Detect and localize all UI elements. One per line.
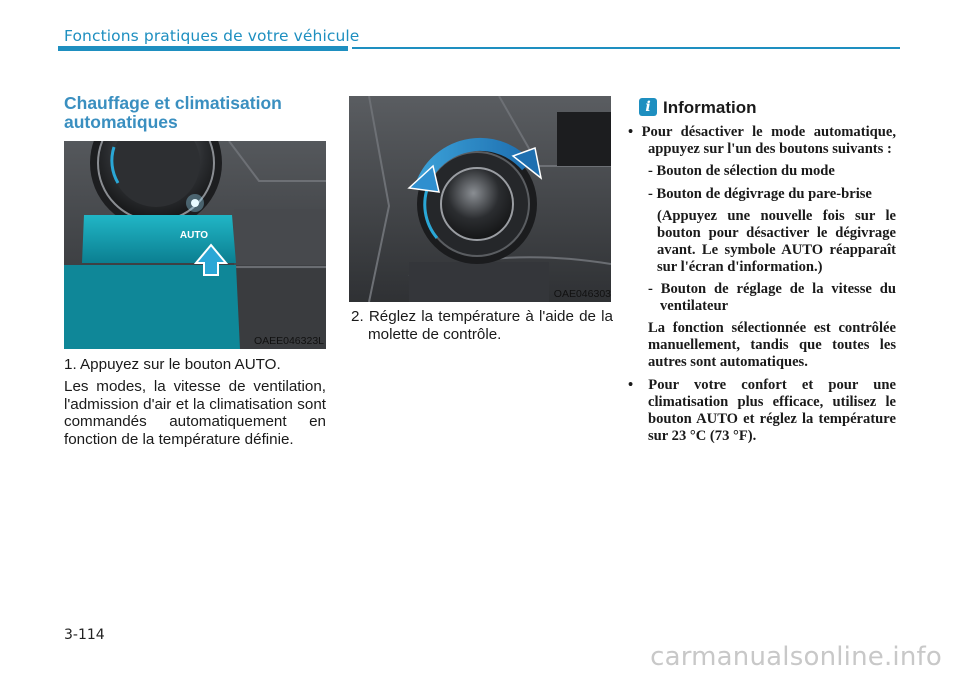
info-sub-fan: - Bouton de réglage de la vitesse du ventilateur	[648, 280, 896, 314]
info-icon: i	[639, 98, 657, 116]
info-sub-defrost-note: (Appuyez une nouvelle fois sur le bouton pour désactiver le dégivrage avant. Le symbole AUTO réapparaît sur l'écran d'information.)	[657, 207, 896, 276]
info-bullet-2: • Pour votre confort et pour une climatisation plus efficace, utilisez le bouton AUTO et réglez la température sur 23 °C (73 °F).	[628, 376, 896, 445]
info-note: La fonction sélectionnée est contrôlée manuellement, tandis que toutes les autres sont automatiques.	[648, 320, 896, 371]
header-bar-thin	[352, 47, 900, 49]
info-sub-mode: - Bouton de sélection du mode	[648, 163, 835, 180]
page-number: 3-114	[64, 627, 105, 643]
figure-temperature-dial	[349, 96, 611, 302]
auto-button-illustration	[64, 141, 326, 349]
figure-auto-button	[64, 141, 326, 349]
step-2-text: 2. Réglez la température à l'aide de la molette de contrôle.	[351, 308, 613, 343]
info-title: Information	[663, 98, 757, 117]
auto-label: AUTO	[179, 230, 209, 241]
header-bar-thick	[58, 46, 348, 51]
info-sub-defrost: - Bouton de dégivrage du pare-brise	[648, 185, 872, 202]
figure2-code: OAE046303	[553, 288, 611, 300]
step-1: 1. Appuyez sur le bouton AUTO.	[64, 356, 281, 373]
step-2	[351, 308, 613, 343]
auto-description: Les modes, la vitesse de ventilation, l'admission d'air et la climatisation sont commandés automatiquement en fonction de la température définie.	[64, 378, 326, 448]
section-header-title: Fonctions pratiques de votre véhicule	[64, 27, 360, 45]
temperature-dial-illustration	[349, 96, 611, 302]
section-heading: Chauffage et climatisation automatiques	[64, 93, 282, 132]
watermark: carmanualsonline.info	[650, 642, 942, 672]
info-bullet-1: • Pour désactiver le mode automatique, appuyez sur l'un des boutons suivants :	[628, 124, 896, 158]
info-body	[628, 124, 896, 450]
figure1-code: OAEE046323L	[253, 335, 324, 347]
